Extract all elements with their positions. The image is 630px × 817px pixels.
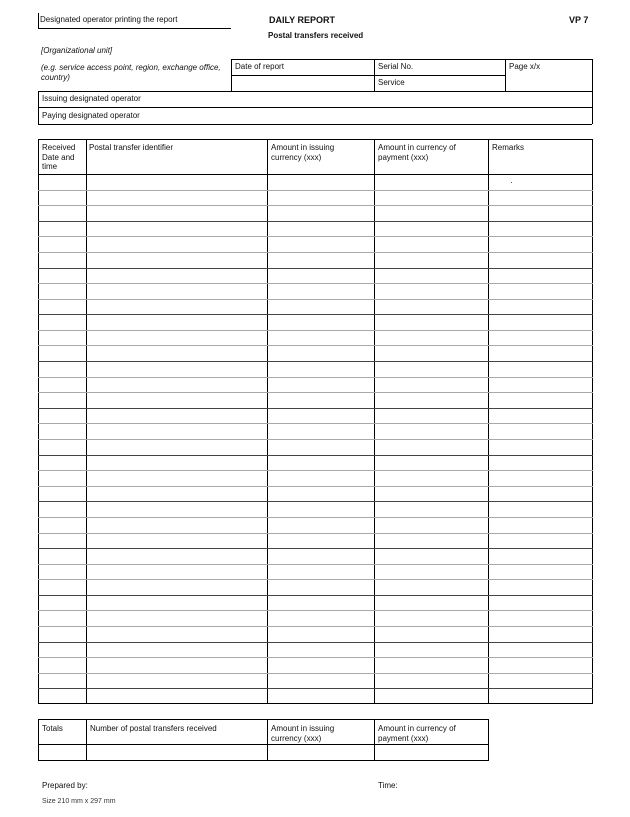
totals-issuing-header: Amount in issuing currency (xxx) (271, 724, 335, 743)
table-row (38, 299, 593, 300)
totals-label: Totals (42, 724, 63, 733)
paying-operator-label: Paying designated operator (42, 111, 140, 120)
table-row (38, 236, 593, 237)
table-row (38, 408, 593, 409)
table-row (38, 470, 593, 471)
operator-underline (38, 28, 231, 29)
header-divider (38, 174, 593, 175)
totals-col-divider (374, 719, 375, 761)
date-of-report-label: Date of report (235, 62, 284, 71)
col-header-remarks: Remarks (492, 143, 525, 152)
col-header-issuing-amount: Amount in issuing currency (xxx) (271, 143, 335, 162)
page-label: Page x/x (509, 62, 541, 71)
time-label: Time: (378, 781, 398, 790)
table-row (38, 501, 593, 502)
table-row (38, 361, 593, 362)
report-subtitle: Postal transfers received (268, 31, 364, 40)
totals-col-divider (267, 719, 268, 761)
main-table (38, 139, 593, 704)
service-label: Service (378, 78, 405, 87)
table-row (38, 688, 593, 689)
totals-row-divider (38, 744, 489, 745)
table-row (38, 455, 593, 456)
table-row (38, 673, 593, 674)
designated-operator-label: Designated operator printing the report (40, 15, 178, 24)
table-row (38, 610, 593, 611)
table-row (38, 533, 593, 534)
table-row (38, 548, 593, 549)
table-row (38, 486, 593, 487)
table-row (38, 579, 593, 580)
table-row (38, 642, 593, 643)
stray-mark (511, 182, 512, 183)
col-header-received: Received Date and time (42, 143, 76, 171)
table-row (38, 221, 593, 222)
table-row (38, 205, 593, 206)
totals-col-divider (86, 719, 87, 761)
col-header-identifier: Postal transfer identifier (89, 143, 174, 152)
size-note: Size 210 mm x 297 mm (42, 798, 116, 805)
serial-no-label: Serial No. (378, 62, 414, 71)
table-row (38, 377, 593, 378)
table-row (38, 595, 593, 596)
organizational-unit: [Organizational unit] (41, 46, 113, 55)
table-row (38, 439, 593, 440)
totals-payment-header: Amount in currency of payment (xxx) (378, 724, 456, 743)
col-divider (86, 139, 87, 704)
table-row (38, 268, 593, 269)
table-row (38, 330, 593, 331)
table-row (38, 314, 593, 315)
table-row (38, 423, 593, 424)
table-row (38, 626, 593, 627)
col-divider (488, 139, 489, 704)
table-row (38, 517, 593, 518)
prepared-by-label: Prepared by: (42, 781, 88, 790)
form-code: VP 7 (569, 15, 589, 25)
table-row (38, 564, 593, 565)
operator-bracket (38, 13, 39, 28)
col-header-payment-amount: Amount in currency of payment (xxx) (378, 143, 456, 162)
table-row (38, 345, 593, 346)
col-divider (374, 139, 375, 704)
issuing-operator-label: Issuing designated operator (42, 94, 141, 103)
table-row (38, 657, 593, 658)
table-row (38, 190, 593, 191)
organizational-unit-example: (e.g. service access point, region, exchange office, country) (41, 63, 221, 82)
table-row (38, 252, 593, 253)
totals-count-header: Number of postal transfers received (90, 724, 217, 733)
table-row (38, 392, 593, 393)
report-title: DAILY REPORT (269, 15, 336, 25)
col-divider (267, 139, 268, 704)
table-row (38, 283, 593, 284)
